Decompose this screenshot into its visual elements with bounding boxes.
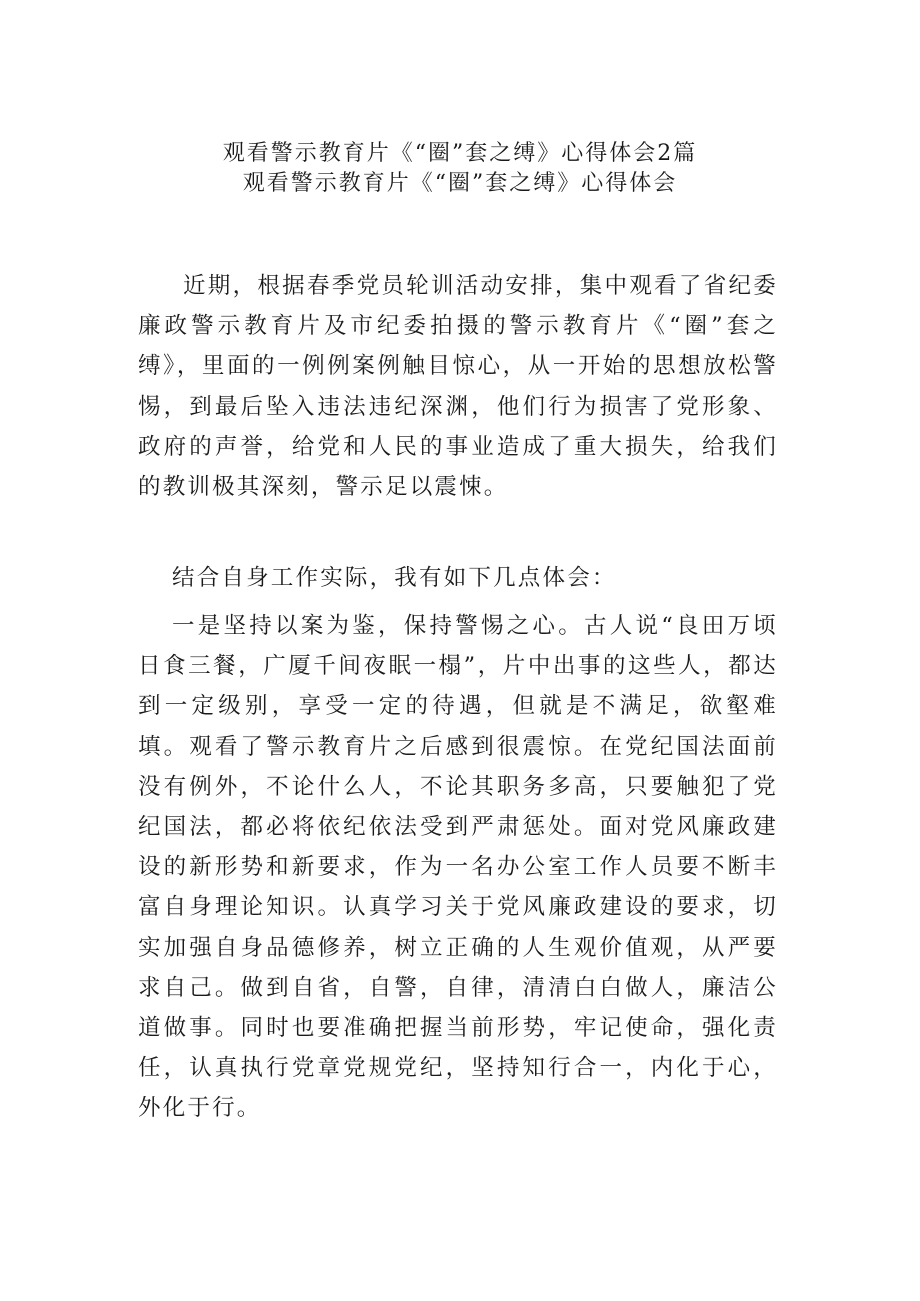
paragraph-lead-in: 结合自身工作实际，我有如下几点体会： bbox=[172, 565, 617, 591]
document-title: 观看警示教育片《“圈”套之缚》心得体会2篇 bbox=[222, 141, 698, 166]
document-subtitle: 观看警示教育片《“圈”套之缚》心得体会 bbox=[242, 171, 678, 196]
paragraph-point-one: 一是坚持以案为鉴，保持警惕之心。古人说“良田万顷日食三餐，广厦千间夜眠一榻”，片中出事的这些人，都达到一定级别，享受一定的待遇，但就是不满足，欲壑难填。观看了警示教育片之后感到很震惊。在党纪国法面前没有例外，不论什么人，不论其职务多高，只要触犯了党纪国法，都必将依纪依法受到严肃惩处。面对党风廉政建设的新形势和新要求，作为一名办公室工作人员要不断丰富自身理论知识。认真学习关于党风廉政建设的要求，切实加强自身品德修养，树立正确的人生观价值观，从严要求自己。做到自省，自警，自律，清清白白做人，廉洁公道做事。同时也要准确把握当前形势，牢记使命，强化责任，认真执行党章党规党纪，坚持知行合一，内化于心，外化于行。 bbox=[138, 613, 778, 1122]
paragraph-intro: 近期，根据春季党员轮训活动安排，集中观看了省纪委廉政警示教育片及市纪委拍摄的警示教育片《“圈”套之缚》，里面的一例例案例触目惊心，从一开始的思想放松警惕，到最后坠入违法违纪深渊，他们行为损害了党形象、政府的声誉，给党和人民的事业造成了重大损失，给我们的教训极其深刻，警示足以震悚。 bbox=[138, 273, 778, 501]
